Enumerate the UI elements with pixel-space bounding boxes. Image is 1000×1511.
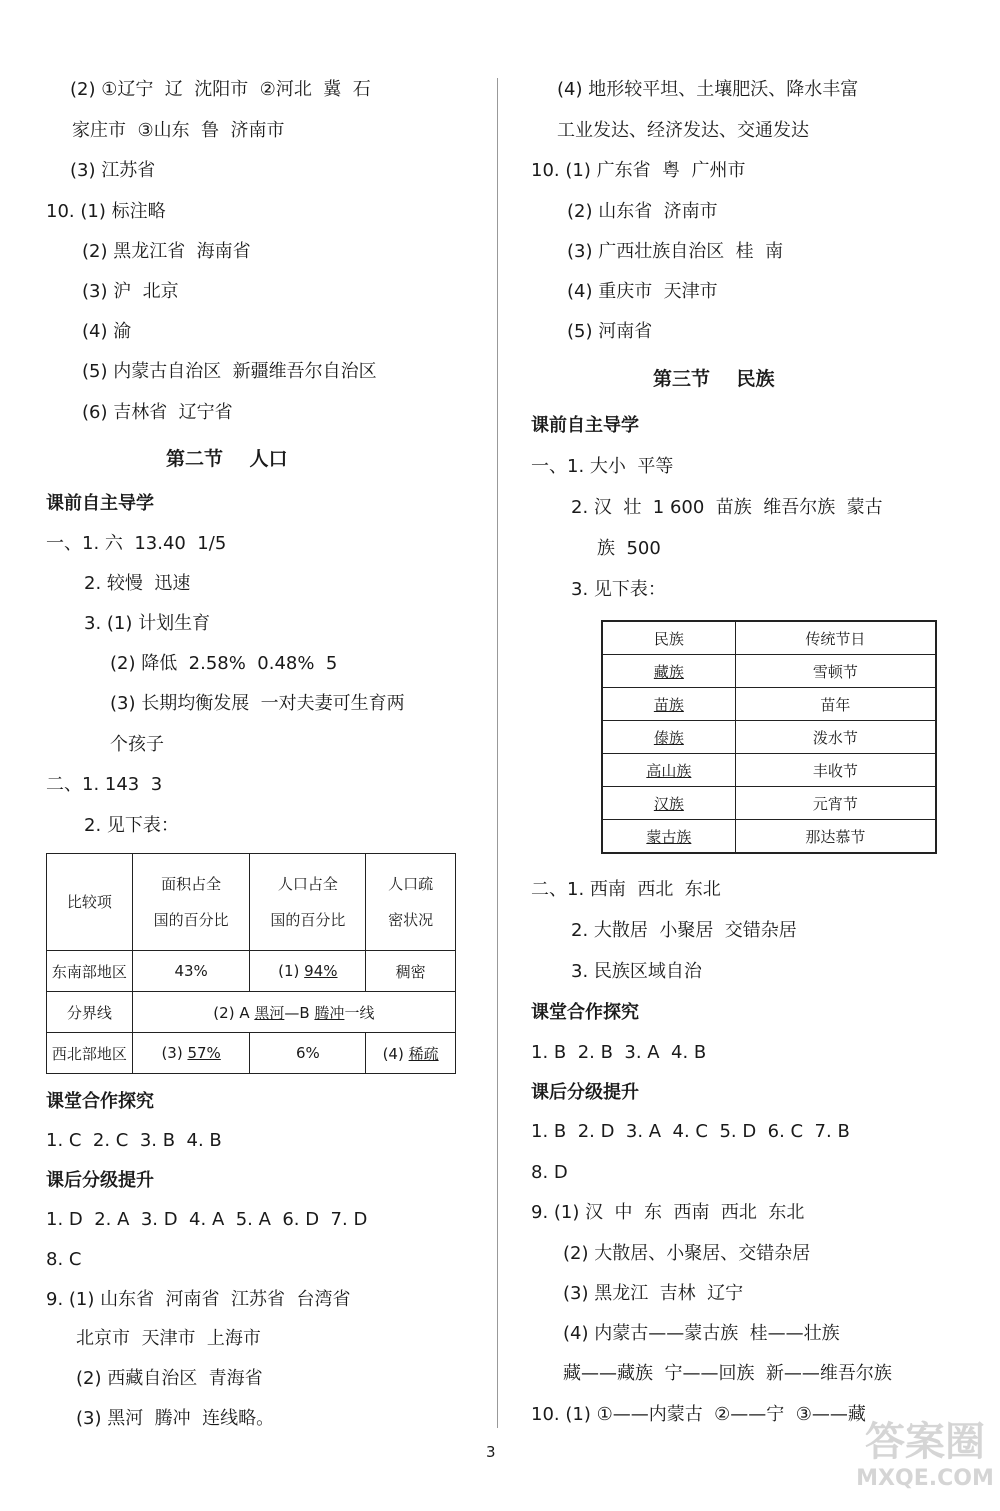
table-cell: 藏族 xyxy=(602,655,735,688)
answer-line: 10. (1) ①——内蒙古 ②——宁 ③——藏 xyxy=(531,1404,866,1425)
answer-line: 工业发达、经济发达、交通发达 xyxy=(557,120,809,141)
table-header-cell: 面积占全 国的百分比 xyxy=(132,854,250,951)
table-cell: 43% xyxy=(132,951,250,992)
table-cell: 那达慕节 xyxy=(735,820,936,854)
answer-line: 个孩子 xyxy=(110,734,164,755)
answer-line: 一、1. 六 13.40 1/5 xyxy=(46,533,227,554)
subsection-heading: 课前自主导学 xyxy=(531,415,639,436)
answer-line: 3. 见下表： xyxy=(571,579,666,600)
table-row xyxy=(602,721,936,754)
table-header-cell: 人口占全 国的百分比 xyxy=(250,854,366,951)
table-cell: 稠密 xyxy=(366,951,456,992)
table-cell: 苗年 xyxy=(735,688,936,721)
table-cell: 泼水节 xyxy=(735,721,936,754)
ethnic-festival-table xyxy=(601,620,937,854)
answer-line: (3) 广西壮族自治区 桂 南 xyxy=(567,241,784,262)
answer-line: 8. C xyxy=(46,1249,82,1270)
answer-line: (5) 河南省 xyxy=(567,321,653,342)
population-comparison-table xyxy=(46,853,456,1074)
section-title: 第三节 民族 xyxy=(653,368,775,390)
table-row xyxy=(602,787,936,820)
answer-line: (3) 长期均衡发展 一对夫妻可生育两 xyxy=(110,693,405,714)
table-cell: 分界线 xyxy=(47,992,133,1033)
table-cell: (3) 57% xyxy=(132,1033,250,1074)
answer-line: (3) 沪 北京 xyxy=(82,281,179,302)
answer-line: 9. (1) 山东省 河南省 江苏省 台湾省 xyxy=(46,1289,351,1310)
table-cell: 雪顿节 xyxy=(735,655,936,688)
answer-line: (5) 内蒙古自治区 新疆维吾尔自治区 xyxy=(82,361,377,382)
table-header-cell: 比较项 xyxy=(47,854,133,951)
answer-line: 2. 见下表： xyxy=(84,815,179,836)
answer-line: (4) 渝 xyxy=(82,321,132,342)
answer-line: 1. C 2. C 3. B 4. B xyxy=(46,1130,222,1151)
section-title: 第二节 人口 xyxy=(166,448,288,470)
answer-line: 1. B 2. D 3. A 4. C 5. D 6. C 7. B xyxy=(531,1121,850,1142)
answer-line: (2) 西藏自治区 青海省 xyxy=(76,1368,263,1389)
answer-line: (2) 黑龙江省 海南省 xyxy=(82,241,251,262)
watermark-url: MXQE.COM xyxy=(856,1466,994,1491)
answer-line: (6) 吉林省 辽宁省 xyxy=(82,402,233,423)
answer-line: 2. 大散居 小聚居 交错杂居 xyxy=(571,920,797,941)
answer-line: 二、1. 143 3 xyxy=(46,774,163,795)
answer-line: 家庄市 ③山东 鲁 济南市 xyxy=(72,120,285,141)
answer-line: 1. B 2. B 3. A 4. B xyxy=(531,1042,707,1063)
answer-line: 二、1. 西南 西北 东北 xyxy=(531,879,721,900)
table-row xyxy=(47,951,456,992)
answer-line: 1. D 2. A 3. D 4. A 5. A 6. D 7. D xyxy=(46,1209,368,1230)
table-cell: 西北部地区 xyxy=(47,1033,133,1074)
answer-line: 一、1. 大小 平等 xyxy=(531,456,674,477)
table-header-row xyxy=(602,621,936,655)
answer-line: (4) 地形较平坦、土壤肥沃、降水丰富 xyxy=(557,79,859,100)
answer-line: (3) 江苏省 xyxy=(70,160,156,181)
table-header-cell: 传统节日 xyxy=(735,621,936,655)
answer-line: 10. (1) 标注略 xyxy=(46,201,166,222)
answer-line: (2) 大散居、小聚居、交错杂居 xyxy=(563,1243,811,1264)
watermark-text: 答案圈 xyxy=(865,1419,985,1465)
table-cell: 东南部地区 xyxy=(47,951,133,992)
answer-line: (2) 山东省 济南市 xyxy=(567,201,718,222)
table-row xyxy=(602,820,936,854)
table-cell: 元宵节 xyxy=(735,787,936,820)
table-cell: (1) 94% xyxy=(250,951,366,992)
table-cell: (4) 稀疏 xyxy=(366,1033,456,1074)
table-header-row xyxy=(47,854,456,951)
answer-line: (4) 重庆市 天津市 xyxy=(567,281,718,302)
page-number: 3 xyxy=(486,1443,496,1461)
answer-line: 2. 汉 壮 1 600 苗族 维吾尔族 蒙古 xyxy=(571,497,883,518)
table-cell: 6% xyxy=(250,1033,366,1074)
table-cell: 苗族 xyxy=(602,688,735,721)
answer-line: 北京市 天津市 上海市 xyxy=(76,1328,261,1349)
subsection-heading: 课前自主导学 xyxy=(46,493,154,514)
table-cell: 汉族 xyxy=(602,787,735,820)
table-row xyxy=(602,754,936,787)
subsection-heading: 课堂合作探究 xyxy=(46,1091,154,1112)
subsection-heading: 课堂合作探究 xyxy=(531,1002,639,1023)
table-cell: 高山族 xyxy=(602,754,735,787)
table-header-cell: 人口疏 密状况 xyxy=(366,854,456,951)
table-header-cell: 民族 xyxy=(602,621,735,655)
table-row xyxy=(47,1033,456,1074)
answer-line: (4) 内蒙古——蒙古族 桂——壮族 xyxy=(563,1323,840,1344)
table-cell: 丰收节 xyxy=(735,754,936,787)
answer-line: 9. (1) 汉 中 东 西南 西北 东北 xyxy=(531,1202,805,1223)
column-divider xyxy=(497,78,498,1428)
table-row xyxy=(47,992,456,1033)
answer-line: (2) 降低 2.58% 0.48% 5 xyxy=(110,653,338,674)
answer-line: 藏——藏族 宁——回族 新——维吾尔族 xyxy=(563,1363,892,1384)
answer-line: 8. D xyxy=(531,1162,568,1183)
subsection-heading: 课后分级提升 xyxy=(46,1170,154,1191)
answer-line: 2. 较慢 迅速 xyxy=(84,573,191,594)
answer-line: (3) 黑龙江 吉林 辽宁 xyxy=(563,1283,744,1304)
table-cell: 蒙古族 xyxy=(602,820,735,854)
watermark-logo xyxy=(855,1410,995,1505)
table-row xyxy=(602,655,936,688)
table-cell: 傣族 xyxy=(602,721,735,754)
answer-line: 族 500 xyxy=(597,538,661,559)
table-row xyxy=(602,688,936,721)
answer-line: 3. (1) 计划生育 xyxy=(84,613,211,634)
table-cell: (2) A 黑河—B 腾冲一线 xyxy=(132,992,455,1033)
answer-line: 3. 民族区域自治 xyxy=(571,961,702,982)
answer-line: (2) ①辽宁 辽 沈阳市 ②河北 冀 石 xyxy=(70,79,371,100)
subsection-heading: 课后分级提升 xyxy=(531,1082,639,1103)
answer-line: (3) 黑河 腾冲 连线略。 xyxy=(76,1408,275,1429)
answer-line: 10. (1) 广东省 粤 广州市 xyxy=(531,160,746,181)
